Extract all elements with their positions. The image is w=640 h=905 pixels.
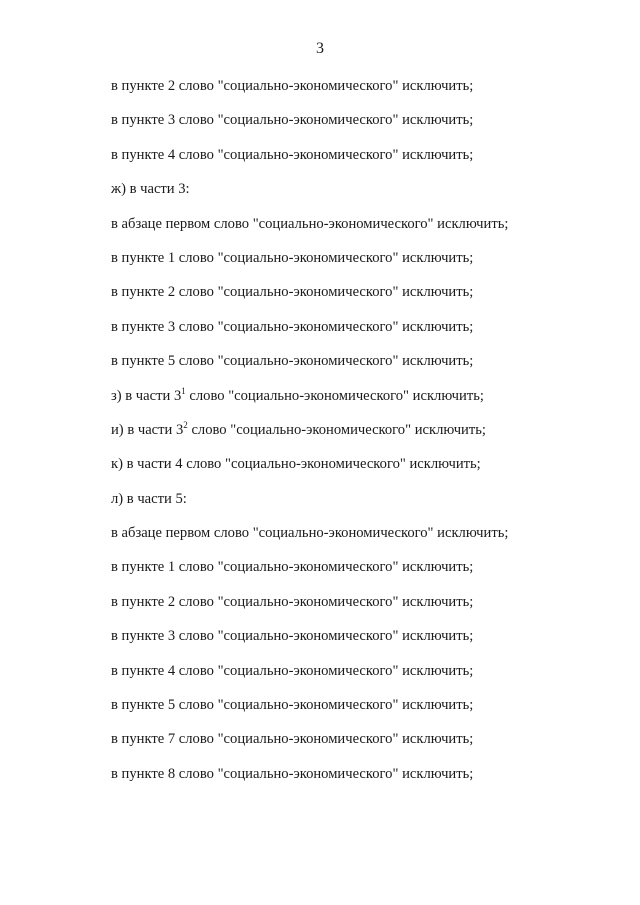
amendment-line: в абзаце первом слово "социально-экономического" исключить; (111, 215, 509, 232)
amendment-line: в пункте 2 слово "социально-экономического" исключить; (111, 78, 474, 94)
amendment-line: в пункте 2 слово "социально-экономического" исключить; (111, 284, 474, 301)
page-number: 3 (316, 40, 324, 57)
subsection-heading: л) в части 5: (111, 490, 187, 507)
amendment-line: в пункте 3 слово "социально-экономического" исключить; (111, 628, 474, 645)
line-suffix: слово "социально-экономического" исключить; (187, 421, 486, 438)
amendment-line: в пункте 3 слово "социально-экономического" исключить; (111, 112, 474, 129)
amendment-line: в пункте 4 слово "социально-экономического" исключить; (111, 146, 474, 163)
amendment-line: в пункте 1 слово "социально-экономического" исключить; (111, 249, 474, 266)
line-prefix: и) в части 3 (111, 421, 184, 438)
amendment-line: в пункте 3 слово "социально-экономического" исключить; (111, 318, 474, 335)
amendment-line: в пункте 5 слово "социально-экономического" исключить; (111, 697, 474, 714)
amendment-line: в пункте 2 слово "социально-экономического" исключить; (111, 593, 474, 610)
amendment-line: в пункте 1 слово "социально-экономического" исключить; (111, 559, 474, 576)
amendment-list (111, 74, 611, 796)
subsection-heading: ж) в части 3: (111, 181, 190, 198)
line-suffix: слово "социально-экономического" исключить; (185, 387, 484, 404)
amendment-line: к) в части 4 слово "социально-экономического" исключить; (111, 456, 481, 473)
amendment-line: в пункте 5 слово "социально-экономического" исключить; (111, 353, 474, 370)
line-prefix: з) в части 3 (111, 387, 182, 404)
superscript: 1 (181, 385, 186, 396)
amendment-line: в пункте 8 слово "социально-экономического" исключить; (111, 765, 474, 782)
amendment-line (111, 384, 611, 418)
amendment-line (111, 418, 611, 452)
amendment-line: в пункте 4 слово "социально-экономического" исключить; (111, 662, 474, 679)
amendment-line: в абзаце первом слово "социально-экономического" исключить; (111, 525, 509, 542)
superscript: 2 (183, 419, 188, 430)
amendment-line: в пункте 7 слово "социально-экономического" исключить; (111, 731, 474, 748)
